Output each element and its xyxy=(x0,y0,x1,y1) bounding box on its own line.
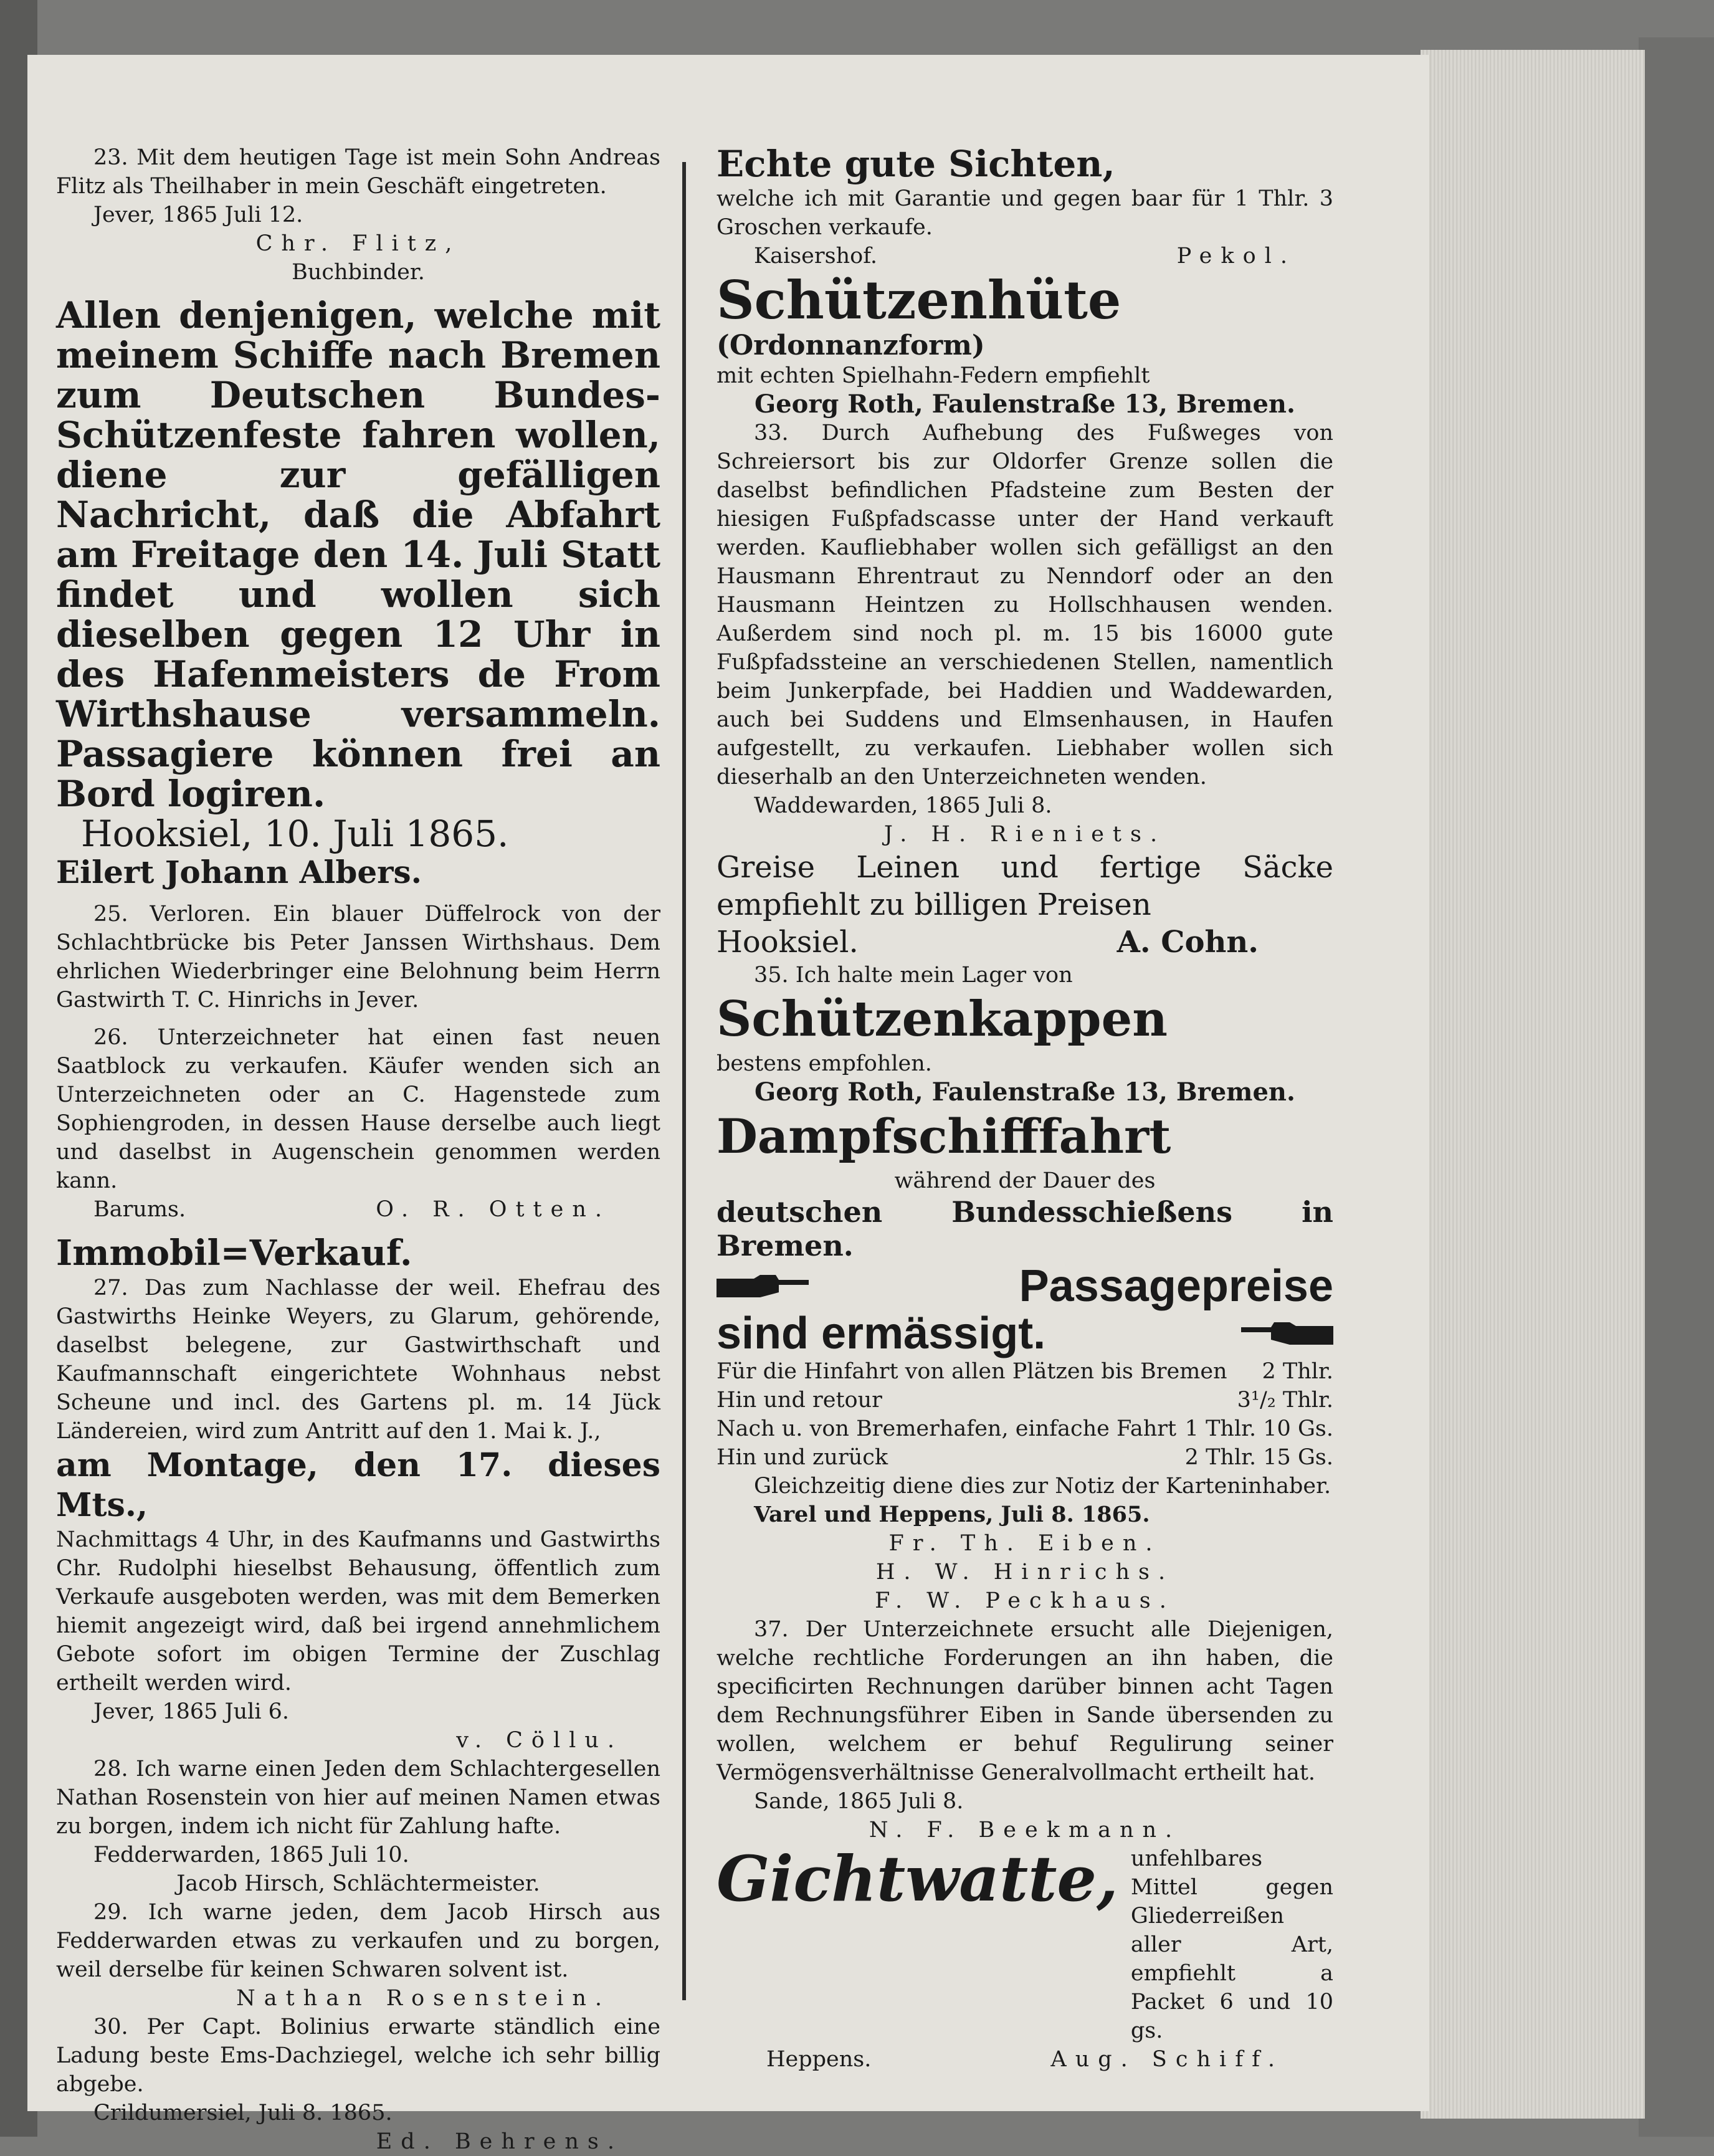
column-divider xyxy=(682,162,686,2000)
price-value: 3¹/₂ Thlr. xyxy=(1237,1388,1333,1413)
signature: Nathan Rosenstein. xyxy=(236,1986,611,2011)
price-row xyxy=(717,1414,1333,1443)
ad-pekol xyxy=(717,143,1333,270)
ad-text: Greise Leinen und fertige Säcke empfiehlt zu billigen Preisen xyxy=(717,850,1333,922)
ad-text: Allen denjenigen, welche mit meinem Schiffe nach Bremen zum Deutschen Bundes-Schützenfeste fahren wollen, diene zur gefälligen Nachricht, daß die Abfahrt am Freitage den 14. Juli Statt findet und wollen sich dieselben gegen 12 Uhr in des Hafenmeisters de From Wirthshause versammeln. Passagiere können frei an Bord logiren. xyxy=(56,294,660,815)
ad-text: 33. Durch Aufhebung des Fußweges von Schreiersort bis zur Oldorfer Grenze sollen die daselbst befindlichen Pfadsteine zum Besten der hiesigen Fußpfadscasse unter der Hand verkauft werden. Kaufliebhaber wollen sich gefälligst an den Hausmann Ehrentraut zu Nenndorf oder an den Hausmann Heintzen zu Hollschhausen wenden. Außerdem sind noch pl. m. 15 bis 16000 gute Fußpfadssteine an verschiedenen Stellen, namentlich beim Junkerpfade, bei Haddien und Waddewarden, auch bei Suddens und Elmsenhausen, in Haufen aufgestellt, zu verkaufen. Liebhaber wollen sich dieserhalb an den Unterzeichneten wenden. xyxy=(717,421,1333,789)
place-date: Jever, 1865 Juli 6. xyxy=(93,1699,290,1724)
signature: Jacob Hirsch, Schlächtermeister. xyxy=(176,1871,540,1896)
signature: Ed. Behrens. xyxy=(376,2129,623,2154)
signature: Aug. Schiff. xyxy=(1050,2047,1283,2072)
ad-heading: Echte gute Sichten, xyxy=(717,143,1115,185)
place: Hooksiel. xyxy=(717,925,859,960)
ad-28 xyxy=(56,1755,660,1898)
ad-antiqua-1: Passagepreise xyxy=(1019,1261,1333,1311)
price-value: 1 Thlr. 10 Gs. xyxy=(1184,1416,1333,1441)
ad-dampfschifffahrt xyxy=(717,1107,1333,1615)
signature: J. H. Rieniets. xyxy=(883,822,1166,847)
ad-text: unfehlbares Mittel gegen Gliederreißen aller Art, empfiehlt a Packet 6 und 10 gs. xyxy=(1130,1846,1333,2043)
price-row xyxy=(717,1443,1333,1472)
place: Heppens. xyxy=(766,2047,872,2072)
signature: O. R. Otten. xyxy=(376,1197,611,1222)
signature: Georg Roth, Faulenstraße 13, Bremen. xyxy=(755,389,1295,419)
ermaessigt-row xyxy=(717,1310,1333,1357)
signature: Eilert Johann Albers. xyxy=(56,854,422,890)
hand-pointing-right-icon xyxy=(717,1274,810,1299)
ad-cohn xyxy=(717,849,1333,961)
ad-text: mit echten Spielhahn-Federn empfiehlt xyxy=(717,363,1150,388)
price-label: Hin und retour xyxy=(717,1388,882,1413)
price-label: Nach u. von Bremerhafen, einfache Fahrt xyxy=(717,1416,1177,1441)
ad-26 xyxy=(56,1023,660,1224)
signature: F. W. Peckhaus. xyxy=(875,1588,1175,1613)
place-date: Varel und Heppens, Juli 8. 1865. xyxy=(754,1502,1150,1527)
place: Barums. xyxy=(93,1197,186,1222)
ad-gichtwatte xyxy=(717,1844,1333,2074)
ad-subheading: (Ordonnanzform) xyxy=(717,330,985,361)
price-row xyxy=(717,1357,1333,1386)
passagepreise-row xyxy=(717,1262,1333,1310)
ad-heading: Schützenkappen xyxy=(717,991,1168,1047)
ad-text: 27. Das zum Nachlasse der weil. Ehefrau des Gastwirths Heinke Weyers, zu Glarum, gehörende, daselbst belegene, zur Gastwirthschaft und Kaufmannschaft eingerichtete Wohnhaus nebst Scheune und incl. des Gartens pl. m. 14 Jück Ländereien, wird zum Antritt auf den 1. Mai k. J., xyxy=(56,1276,660,1444)
ad-heading: Schützenhüte xyxy=(717,269,1121,331)
signature: A. Cohn. xyxy=(1116,925,1259,960)
place-date: Waddewarden, 1865 Juli 8. xyxy=(754,793,1052,818)
place-date: Hooksiel, 10. Juli 1865. xyxy=(81,813,509,855)
ad-note: Gleichzeitig diene dies zur Notiz der Karteninhaber. xyxy=(754,1474,1331,1499)
ad-text: 29. Ich warne jeden, dem Jacob Hirsch aus Fedderwarden etwas zu verkaufen und zu borgen, weil derselbe für keinen Schwaren solvent ist. xyxy=(56,1900,660,1982)
ad-25 xyxy=(56,900,660,1014)
ad-line-2: deutschen Bundesschießens in Bremen. xyxy=(717,1195,1333,1262)
ad-33 xyxy=(717,419,1333,849)
ad-text: welche ich mit Garantie und gegen baar für 1 Thlr. 3 Groschen verkaufe. xyxy=(717,186,1333,240)
ad-text: 23. Mit dem heutigen Tage ist mein Sohn Andreas Flitz als Theilhaber in mein Geschäft eingetreten. xyxy=(56,145,660,199)
ad-29 xyxy=(56,1898,660,2013)
price-label: Für die Hinfahrt von allen Plätzen bis Bremen xyxy=(717,1359,1227,1384)
price-value: 2 Thlr. xyxy=(1262,1359,1333,1384)
place-date: Sande, 1865 Juli 8. xyxy=(754,1789,964,1814)
signature: Fr. Th. Eiben. xyxy=(888,1531,1161,1556)
ad-highlight: am Montage, den 17. dieses Mts., xyxy=(56,1446,660,1524)
ad-37 xyxy=(717,1615,1333,1844)
ad-line-1: während der Dauer des xyxy=(894,1168,1156,1193)
place-date: Crildumersiel, Juli 8. 1865. xyxy=(93,2101,393,2125)
ad-antiqua-2: sind ermässigt. xyxy=(717,1309,1046,1358)
page-edges xyxy=(1421,50,1645,2119)
price-label: Hin und zurück xyxy=(717,1445,888,1470)
left-column xyxy=(56,143,660,2156)
price-row xyxy=(717,1386,1333,1414)
ad-text: 37. Der Unterzeichnete ersucht alle Diejenigen, welche rechtliche Forderungen an ihn haben, die specificirten Rechnungen darüber binnen acht Tagen dem Rechnungsführer Eiben in Sande übersenden zu wollen, welchem er behuf Regulirung seiner Vermögensverhältnisse Generalvollmacht ertheilt hat. xyxy=(717,1617,1333,1785)
ad-text: 30. Per Capt. Bolinius erwarte ständlich eine Ladung beste Ems-Dachziegel, welche ich sehr billig abgebe. xyxy=(56,2015,660,2097)
signature: v. Cöllu. xyxy=(456,1728,623,1753)
ad-23 xyxy=(56,143,660,287)
ad-30 xyxy=(56,2013,660,2156)
signature: Pekol. xyxy=(1176,244,1296,269)
price-value: 2 Thlr. 15 Gs. xyxy=(1184,1445,1333,1470)
ad-text: 35. Ich halte mein Lager von xyxy=(754,963,1073,988)
ad-albers xyxy=(56,295,660,891)
place-date: Jever, 1865 Juli 12. xyxy=(93,203,303,227)
ad-text-continued: bestens empfohlen. xyxy=(717,1051,932,1076)
place-date: Fedderwarden, 1865 Juli 10. xyxy=(93,1843,409,1867)
right-column xyxy=(717,143,1333,2074)
ad-text-continued: Nachmittags 4 Uhr, in des Kaufmanns und Gastwirths Chr. Rudolphi hieselbst Behausung, öffentlich zum Verkaufe ausgeboten werden, was mit dem Bemerken hiemit angezeigt wird, daß bei irgend annehmlichem Gebote sofort im obigen Termine der Zuschlag ertheilt werden wird. xyxy=(56,1527,660,1696)
signature-title: Buchbinder. xyxy=(292,260,425,285)
ad-text: 28. Ich warne einen Jeden dem Schlachtergesellen Nathan Rosenstein von hier auf meinen Namen etwas zu borgen, indem ich nicht für Zahlung hafte. xyxy=(56,1757,660,1839)
book-cover-right xyxy=(1639,37,1714,2137)
signature: N. F. Beekmann. xyxy=(869,1818,1181,1843)
place: Kaisershof. xyxy=(754,244,878,269)
ad-heading: Dampfschifffahrt xyxy=(717,1109,1171,1164)
hand-pointing-left-icon xyxy=(1240,1321,1333,1346)
ad-35 xyxy=(717,961,1333,1107)
ad-text: 25. Verloren. Ein blauer Düffelrock von der Schlachtbrücke bis Peter Janssen Wirthshaus. Dem ehrlichen Wiederbringer eine Belohnung beim Herrn Gastwirth T. C. Hinrichs in Jever. xyxy=(56,902,660,1013)
ad-roth-1 xyxy=(717,270,1333,419)
ad-27 xyxy=(56,1233,660,1755)
ad-heading: Gichtwatte, xyxy=(717,1842,1118,1915)
ad-text: 26. Unterzeichneter hat einen fast neuen Saatblock zu verkaufen. Käufer wenden sich an Unterzeichneten oder an C. Hagenstede zum Sophiengroden, in dessen Hause derselbe auch liegt und daselbst in Augenschein genommen werden kann. xyxy=(56,1025,660,1193)
signature: Georg Roth, Faulenstraße 13, Bremen. xyxy=(755,1077,1295,1107)
signature: Chr. Flitz, xyxy=(255,231,461,256)
ad-heading: Immobil=Verkauf. xyxy=(56,1233,412,1274)
signature: H. W. Hinrichs. xyxy=(875,1560,1174,1585)
